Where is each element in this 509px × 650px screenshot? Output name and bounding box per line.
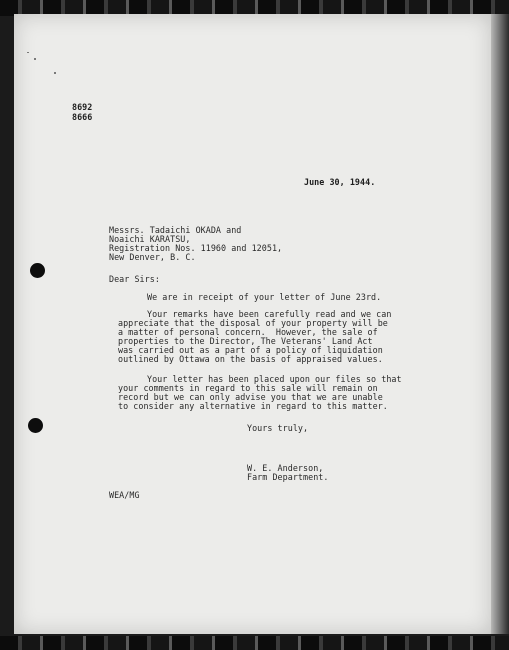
speck (54, 72, 56, 74)
paragraph-2-line-3: a matter of personal concern. However, the sale of (118, 327, 378, 337)
addressee-line-1: Messrs. Tadaichi OKADA and (109, 225, 242, 235)
signature-name: W. E. Anderson, (247, 463, 324, 473)
paragraph-2-line-2: appreciate that the disposal of your property will be (118, 318, 388, 328)
page-edge-shadow (488, 14, 509, 634)
paragraph-1-line-1: We are in receipt of your letter of June 23rd. (147, 292, 382, 302)
paragraph-2-line-6: outlined by Ottawa on the basis of appraised values. (118, 354, 383, 364)
film-strip-bottom (0, 636, 509, 650)
punch-hole-upper (30, 263, 45, 278)
paragraph-2-line-1: Your remarks have been carefully read and we can (147, 309, 392, 319)
paragraph-3-line-1: Your letter has been placed upon our files so that (147, 374, 402, 384)
letter-page (14, 14, 491, 634)
addressee-line-2: Noaichi KARATSU, (109, 234, 191, 244)
punch-hole-lower (28, 418, 43, 433)
salutation: Dear Sirs: (109, 274, 160, 284)
addressee-line-3: Registration Nos. 11960 and 12051, (109, 243, 283, 253)
letter-date: June 30, 1944. (304, 177, 376, 187)
reference-initials: WEA/MG (109, 490, 140, 500)
signature-department: Farm Department. (247, 472, 329, 482)
closing: Yours truly, (247, 423, 309, 433)
paragraph-3-line-3: record but we can only advise you that we are unable (118, 392, 383, 402)
speck (27, 52, 29, 53)
file-number-1: 8692 (72, 102, 93, 112)
paragraph-2-line-4: properties to the Director, The Veterans' Land Act (118, 336, 373, 346)
paragraph-2-line-5: was carried out as a part of a policy of liquidation (118, 345, 383, 355)
paragraph-3-line-2: your comments in regard to this sale will remain on (118, 383, 378, 393)
addressee-line-4: New Denver, B. C. (109, 252, 196, 262)
file-number-2: 8666 (72, 112, 93, 122)
speck (34, 58, 36, 60)
paragraph-3-line-4: to consider any alternative in regard to this matter. (118, 401, 388, 411)
